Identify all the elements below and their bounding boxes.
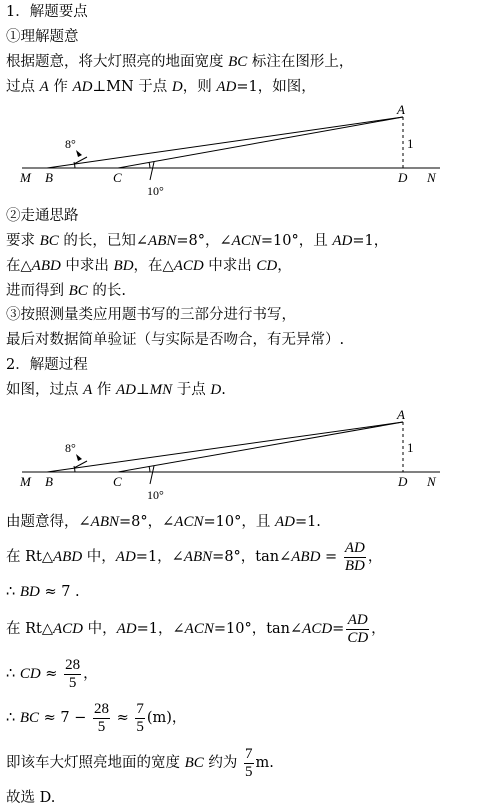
angle-8-arrowhead	[76, 454, 82, 461]
label-D: D	[398, 474, 408, 489]
label-D: D	[398, 170, 408, 185]
label-C: C	[113, 474, 122, 489]
answer-fraction: $\frac{7}{5}$	[245, 745, 253, 780]
label-1: 1	[407, 440, 414, 455]
label-A: A	[397, 407, 405, 422]
label-B: B	[45, 170, 53, 185]
step2-requirement: 要求 BC 的长，已知∠ABN=8°，∠ACN=10°，且 AD=1，	[6, 233, 389, 249]
cd-result: ∴ CD ≈ $\frac{28}{5}$ ，	[6, 656, 98, 691]
beam-ab	[47, 422, 403, 472]
angle-8-label: 8°	[65, 137, 76, 151]
beam-ac	[118, 422, 403, 472]
tan-abd-fraction: $\frac{AD}{BD}$	[344, 539, 365, 574]
tan-acd-fraction: $\frac{AD}{CD}$	[347, 611, 369, 646]
section1-heading: 1．解题要点	[6, 4, 88, 20]
step2-then: 进而得到 BC 的长.	[6, 283, 126, 299]
bc-fraction-2: $\frac{7}{5}$	[136, 700, 144, 735]
given-line: 由题意得，∠ABN=8°，∠ACN=10°，且 AD=1.	[6, 514, 321, 530]
angle-8-label: 8°	[65, 441, 76, 455]
figure-2	[0, 400, 498, 506]
step1-construction: 过点 A 作 AD⊥MN 于点 D，则 AD=1，如图，	[6, 79, 316, 95]
rt-acd-line: 在 Rt△ACD 中，AD=1，∠ACN=10°，tan∠ACD= $\frac{AD}{CD}$ ，	[6, 611, 386, 646]
angle-10-arc	[149, 162, 150, 168]
choice-line: 故选 D.	[6, 790, 56, 806]
answer-line: 即该车大灯照亮地面的宽度 BC 约为 $\frac{7}{5}$ m.	[6, 745, 274, 780]
beam-ac	[118, 117, 403, 168]
beam-ab	[47, 117, 403, 168]
label-B: B	[45, 474, 53, 489]
step2-triangles: 在△ABD 中求出 BD，在△ACD 中求出 CD，	[6, 258, 292, 274]
angle-10-label: 10°	[147, 488, 164, 502]
label-1: 1	[407, 136, 414, 151]
step1-title: ①理解题意	[6, 29, 79, 45]
rt-abd-line: 在 Rt△ABD 中，AD=1，∠ABN=8°，tan∠ABD = $\frac{AD}{BD}$ ，	[6, 539, 383, 574]
step3-text: 最后对数据简单验证（与实际是否吻合，有无异常）.	[6, 332, 345, 348]
section2-intro: 如图，过点 A 作 AD⊥MN 于点 D.	[6, 382, 226, 398]
cd-fraction: $\frac{28}{5}$	[65, 656, 81, 691]
label-C: C	[113, 170, 122, 185]
label-N: N	[427, 170, 436, 185]
step3-title: ③按照测量类应用题书写的三部分进行书写，	[6, 307, 296, 323]
angle-8-arrowhead	[76, 150, 82, 157]
section2-heading: 2．解题过程	[6, 357, 88, 373]
angle-10-pointer	[150, 466, 154, 484]
angle-10-label: 10°	[147, 184, 164, 198]
label-N: N	[427, 474, 436, 489]
bc-fraction-1: $\frac{28}{5}$	[93, 700, 109, 735]
bd-result: ∴ BD ≈ 7 .	[6, 584, 80, 600]
label-A: A	[397, 102, 405, 117]
step1-text: 根据题意，将大灯照亮的地面宽度 BC 标注在图形上，	[6, 54, 354, 70]
figure-1	[0, 100, 498, 202]
angle-8-arc	[74, 466, 75, 472]
label-M: M	[20, 474, 31, 489]
bc-result: ∴ BC ≈ 7 − $\frac{28}{5}$ ≈ $\frac{7}{5}$ (m)，	[6, 700, 187, 735]
angle-10-pointer	[150, 162, 154, 180]
angle-8-arc	[74, 162, 75, 168]
label-M: M	[20, 170, 31, 185]
step2-title: ②走通思路	[6, 208, 79, 224]
